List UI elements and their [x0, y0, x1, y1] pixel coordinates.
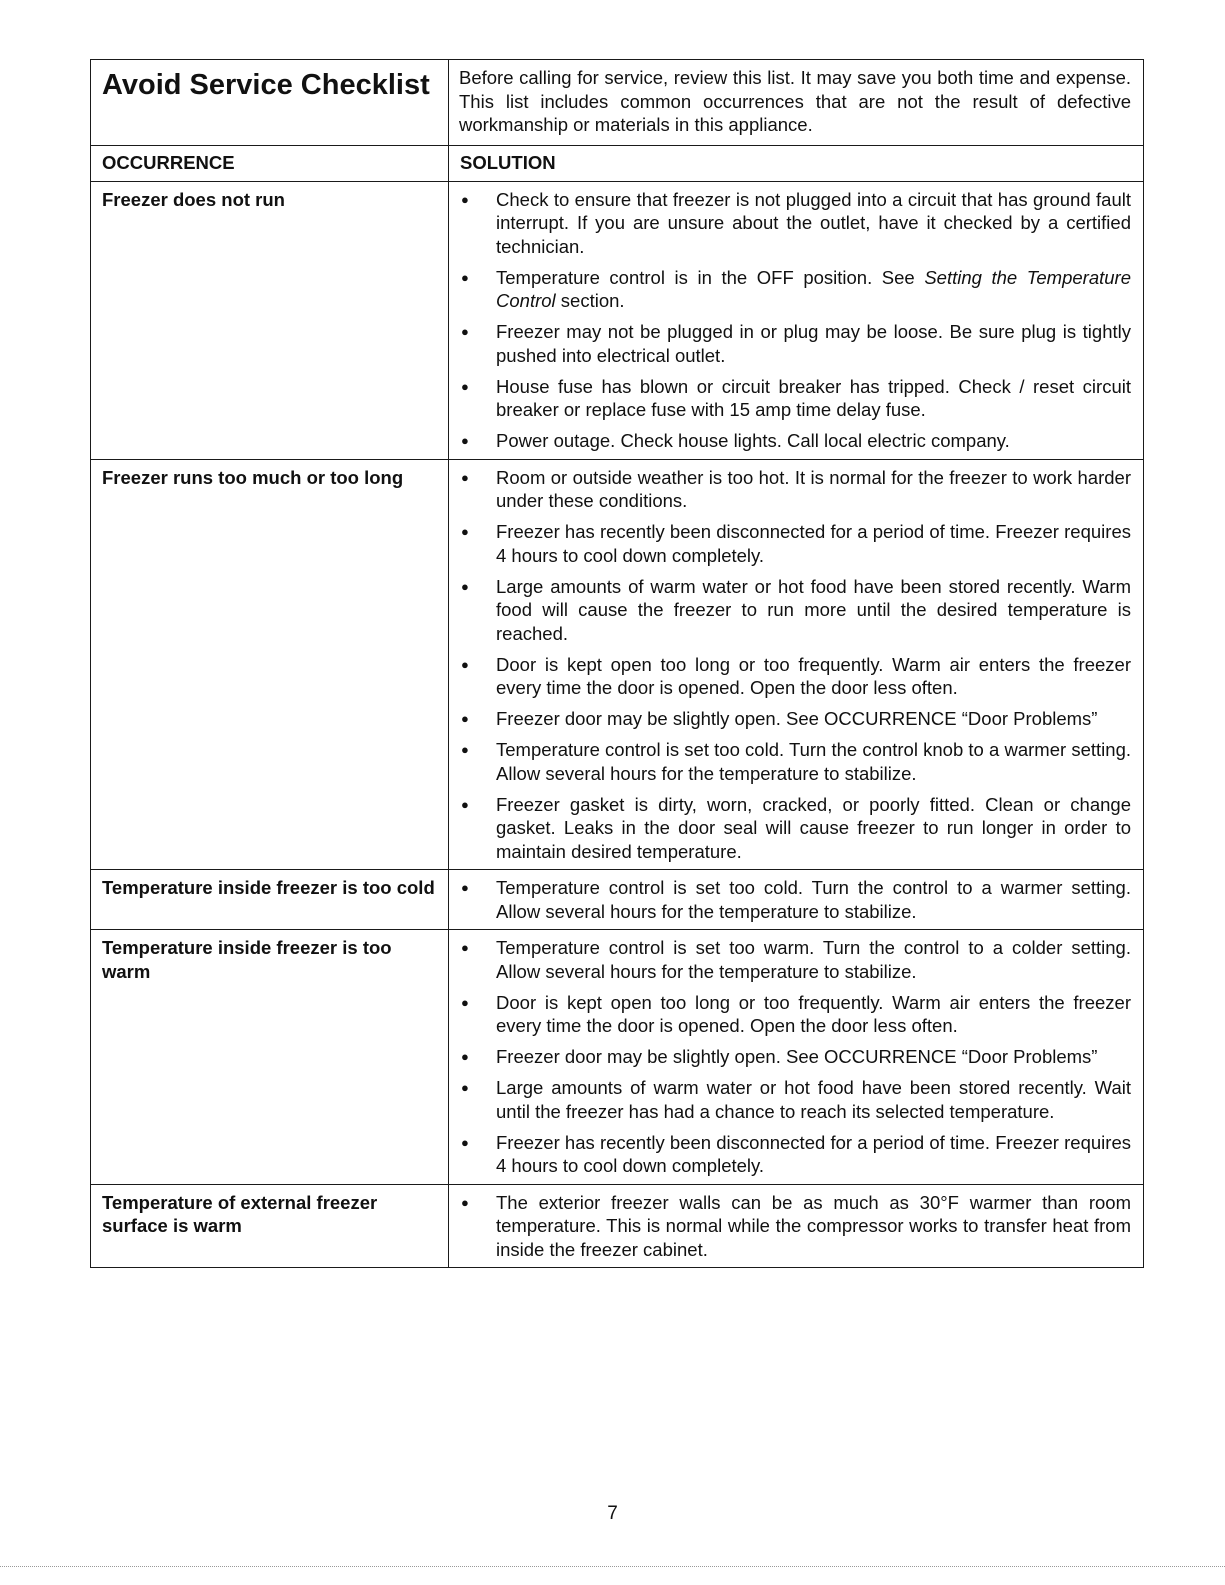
solution-text: Temperature control is set too warm. Turn the control to a colder setting. Allow several hours for the temperature to stabilize. — [496, 937, 1131, 982]
page-bottom-rule — [0, 1566, 1225, 1567]
bullet-icon: ● — [461, 524, 469, 539]
bullet-icon: ● — [461, 378, 469, 394]
solution-text: House fuse has blown or circuit breaker has tripped. Check / reset circuit breaker or replace fuse with 15 amp time delay fuse. — [496, 375, 1131, 420]
checklist-row — [91, 870, 1144, 930]
title-row — [91, 60, 1144, 146]
solution-text: Freezer has recently been disconnected for a period of time. Freezer requires 4 hours to cool down completely. — [496, 1131, 1131, 1176]
solution-cell — [449, 870, 1144, 930]
solution-item — [459, 320, 1131, 367]
bullet-icon: ● — [461, 1134, 469, 1150]
title-cell — [91, 60, 449, 146]
solution-item — [459, 707, 1131, 731]
bullet-icon: ● — [461, 1049, 469, 1064]
bullet-icon: ● — [461, 324, 469, 339]
solution-item — [459, 1076, 1131, 1123]
solution-text: Large amounts of warm water or hot food have been stored recently. Wait until the freezer has had a chance to reach its selected temperature. — [496, 1077, 1131, 1122]
solution-text: Large amounts of warm water or hot food have been stored recently. Warm food will cause the freezer to run more until the desired temperature is reached. — [496, 575, 1131, 644]
solution-text: Freezer door may be slightly open. See OCCURRENCE “Door Problems” — [496, 1046, 1098, 1067]
checklist-row — [91, 181, 1144, 459]
solution-item — [459, 1045, 1131, 1069]
bullet-icon: ● — [461, 269, 469, 285]
solution-list — [459, 1191, 1131, 1262]
bullet-icon: ● — [461, 711, 469, 726]
solution-text: Freezer may not be plugged in or plug may be loose. Be sure plug is tightly pushed into electrical outlet. — [496, 321, 1131, 366]
solution-item — [459, 429, 1131, 453]
occurrence-cell: Temperature of external freezer surface is warm — [91, 1184, 449, 1268]
solution-text: Power outage. Check house lights. Call local electric company. — [496, 430, 1010, 451]
solution-text — [496, 267, 1131, 312]
occurrence-header: OCCURRENCE — [91, 145, 449, 181]
solution-text: Check to ensure that freezer is not plugged into a circuit that has ground fault interrupt. If you are unsure about the outlet, have it checked by a certified technician. — [496, 188, 1131, 257]
solution-item — [459, 266, 1131, 313]
bullet-icon: ● — [461, 880, 469, 895]
occurrence-cell: Temperature inside freezer is too cold — [91, 870, 449, 930]
solution-text-tail: section. — [555, 290, 625, 311]
checklist-row — [91, 1184, 1144, 1268]
occurrence-cell: Freezer does not run — [91, 181, 449, 459]
bullet-icon: ● — [461, 433, 469, 448]
bullet-icon: ● — [461, 578, 469, 594]
solution-text: Freezer gasket is dirty, worn, cracked, or poorly fitted. Clean or change gasket. Leaks in the door seal will cause freezer to run longer in order to maintain desired temperature. — [496, 793, 1131, 862]
bullet-icon: ● — [461, 1080, 469, 1095]
solution-list — [459, 466, 1131, 864]
solution-cell — [449, 1184, 1144, 1268]
occurrence-cell: Freezer runs too much or too long — [91, 459, 449, 870]
solution-list — [459, 876, 1131, 923]
solution-item — [459, 653, 1131, 700]
solution-header: SOLUTION — [449, 145, 1144, 181]
solution-text: Door is kept open too long or too frequently. Warm air enters the freezer every time the door is opened. Open the door less often. — [496, 991, 1131, 1036]
solution-item — [459, 188, 1131, 259]
solution-cell — [449, 459, 1144, 870]
solution-text: Temperature control is set too cold. Turn the control to a warmer setting. Allow several hours for the temperature to stabilize. — [496, 877, 1131, 922]
solution-item — [459, 991, 1131, 1038]
avoid-service-checklist-table — [90, 59, 1144, 1268]
bullet-icon: ● — [461, 940, 469, 955]
bullet-icon: ● — [461, 469, 469, 485]
solution-text: The exterior freezer walls can be as much as 30°F warmer than room temperature. This is normal while the compressor works to transfer heat from inside the freezer cabinet. — [496, 1191, 1131, 1260]
checklist-row — [91, 930, 1144, 1185]
solution-text: Freezer has recently been disconnected for a period of time. Freezer requires 4 hours to cool down completely. — [496, 521, 1131, 566]
solution-item — [459, 520, 1131, 567]
checklist-row — [91, 459, 1144, 870]
solution-item — [459, 466, 1131, 513]
bullet-icon: ● — [461, 742, 469, 757]
bullet-icon: ● — [461, 191, 469, 207]
solution-item — [459, 1131, 1131, 1178]
solution-text: Temperature control is set too cold. Turn the control knob to a warmer setting. Allow several hours for the temperature to stabilize. — [496, 739, 1131, 784]
solution-list — [459, 188, 1131, 453]
solution-item — [459, 375, 1131, 422]
bullet-icon: ● — [461, 656, 469, 672]
header-row — [91, 145, 1144, 181]
page-number: 7 — [607, 1503, 618, 1524]
solution-cell — [449, 930, 1144, 1185]
solution-item — [459, 1191, 1131, 1262]
bullet-icon: ● — [461, 994, 469, 1010]
solution-cell — [449, 181, 1144, 459]
solution-item — [459, 575, 1131, 646]
solution-list — [459, 936, 1131, 1178]
page-title: Avoid Service Checklist — [102, 69, 430, 101]
section-reference: Setting the Temperature Control — [496, 266, 1131, 311]
solution-text-lead: Temperature control is in the OFF position. See — [496, 266, 925, 288]
solution-item — [459, 793, 1131, 864]
solution-item — [459, 738, 1131, 785]
solution-item — [459, 936, 1131, 983]
occurrence-cell: Temperature inside freezer is too warm — [91, 930, 449, 1185]
solution-text: Freezer door may be slightly open. See OCCURRENCE “Door Problems” — [496, 708, 1098, 729]
bullet-icon: ● — [461, 796, 469, 812]
solution-item — [459, 876, 1131, 923]
intro-text: Before calling for service, review this list. It may save you both time and expense. This list includes common occurrences that are not the result of defective workmanship or materials in this appliance. — [449, 60, 1144, 146]
solution-text: Room or outside weather is too hot. It is normal for the freezer to work harder under these conditions. — [496, 466, 1131, 511]
bullet-icon: ● — [461, 1194, 469, 1210]
solution-text: Door is kept open too long or too frequently. Warm air enters the freezer every time the door is opened. Open the door less often. — [496, 653, 1131, 698]
